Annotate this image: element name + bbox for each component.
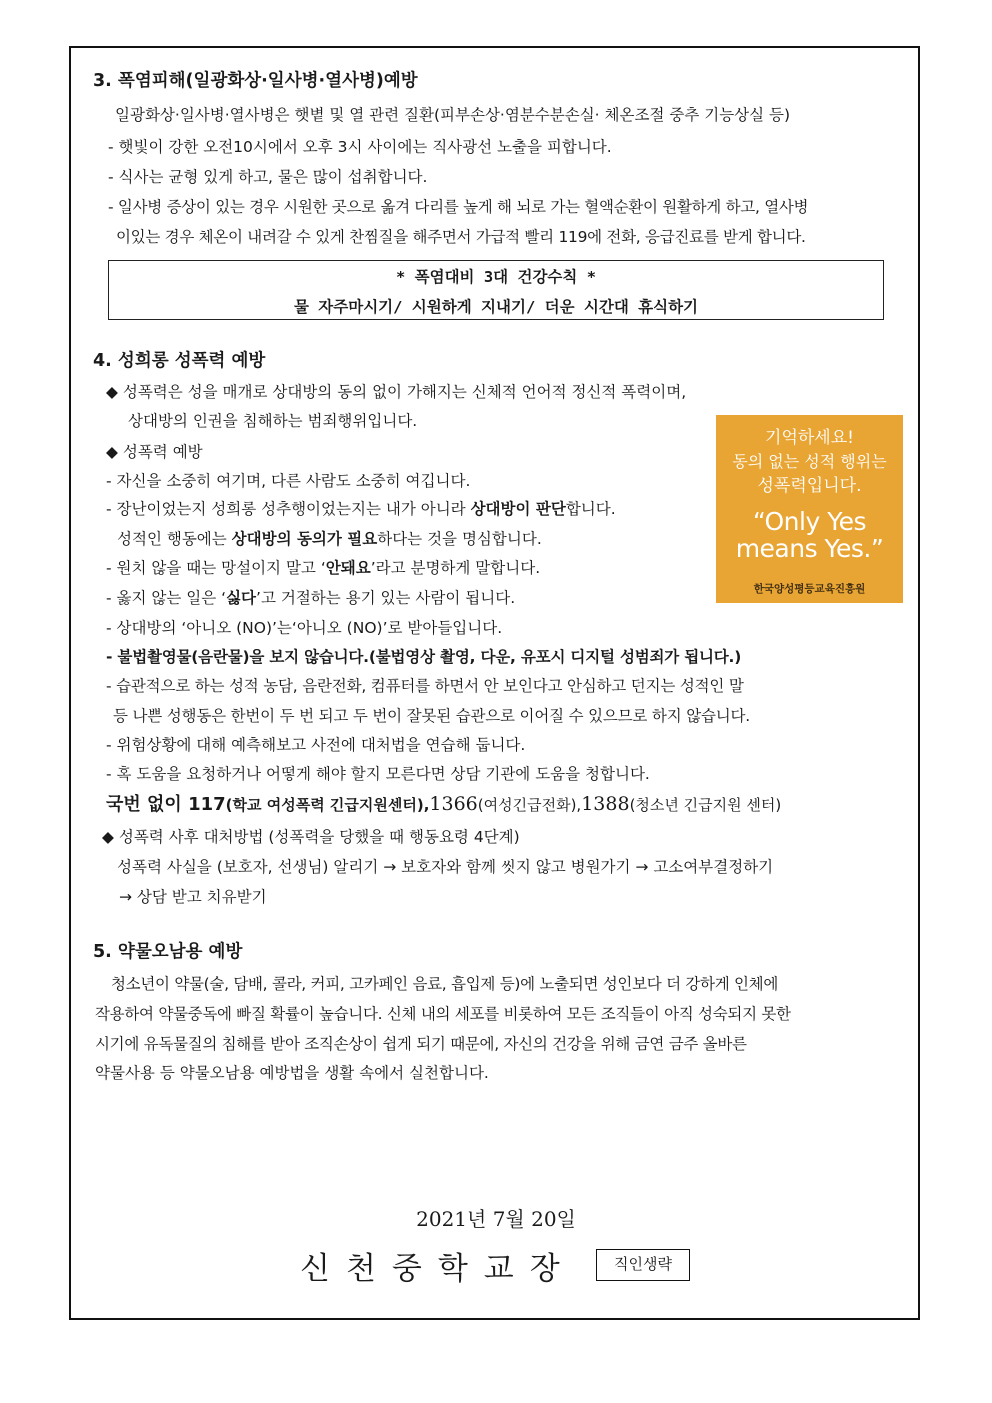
definition-line: ◆ 성폭력은 성을 매개로 상대방의 동의 없이 가해지는 신체적 언어적 정신적 폭력이며, xyxy=(106,383,687,401)
prevention-item: - 혹 도움을 요청하거나 어떻게 해야 할지 모른다면 상담 기관에 도움을 청합니다. xyxy=(106,765,650,783)
section-3-item: - 일사병 증상이 있는 경우 시원한 곳으로 옮겨 다리를 높게 해 뇌로 가는 혈액순환이 원활하게 하고, 열사병 xyxy=(108,198,809,216)
prevention-item: 성적인 행동에는 상대방의 동의가 필요하다는 것을 명심합니다. xyxy=(117,530,542,548)
prevention-item: - 습관적으로 하는 성적 농담, 음란전화, 컴퓨터를 하면서 안 보인다고 안심하고 던지는 성적인 말 xyxy=(106,677,744,695)
prevention-item: - 원치 않을 때는 망설이지 말고 ‘안돼요’라고 분명하게 말합니다. xyxy=(106,559,541,577)
section-5-line: 시기에 유독물질의 침해를 받아 조직손상이 쉽게 되기 때문에, 자신의 건강을 위해 금연 금주 올바른 xyxy=(95,1035,747,1053)
prevention-title: ◆ 성폭력 예방 xyxy=(106,443,203,461)
poster-org: 한국양성평등교육진흥원 xyxy=(753,583,866,595)
section-5-line: 약물사용 등 약물오남용 예방법을 생활 속에서 실천합니다. xyxy=(95,1064,489,1082)
prevention-item: - 위험상황에 대해 예측해보고 사전에 대처법을 연습해 둡니다. xyxy=(106,736,526,754)
section-5-line: 청소년이 약물(술, 담배, 콜라, 커피, 고카페인 음료, 흡입제 등)에 노출되면 성인보다 더 강하게 인체에 xyxy=(111,975,779,993)
section-4-heading: 4. 성희롱 성폭력 예방 xyxy=(93,351,266,371)
prevention-item: - 옳지 않는 일은 ‘싫다’고 거절하는 용기 있는 사람이 됩니다. xyxy=(106,589,516,607)
section-3-item: - 햇빛이 강한 오전10시에서 오후 3시 사이에는 직사광선 노출을 피합니다. xyxy=(108,138,612,156)
section-3-intro: 일광화상·일사병·열사병은 햇볕 및 열 관련 질환(피부손상·염분수분손실· 체온조절 중추 기능상실 등) xyxy=(115,106,791,124)
definition-line: 상대방의 인권을 침해하는 범죄행위입니다. xyxy=(128,412,418,430)
section-5-line: 작용하여 약물중독에 빠질 확률이 높습니다. 신체 내의 세포를 비롯하여 모든 조직들이 아직 성숙되지 못한 xyxy=(95,1005,791,1023)
poster-slogan: “Only Yes xyxy=(752,507,867,536)
section-3-item: 이있는 경우 체온이 내려갈 수 있게 찬찜질을 해주면서 가급적 빨리 119에 전화, 응급진료를 받게 합니다. xyxy=(116,228,806,246)
prevention-item: - 장난이었는지 성희롱 성추행이었는지는 내가 아니라 상대방이 판단합니다. xyxy=(106,500,616,518)
consent-campaign-poster xyxy=(716,415,903,603)
poster-line: 성폭력입니다. xyxy=(757,476,862,496)
prevention-item-bold: - 불법촬영물(음란물)을 보지 않습니다.(불법영상 촬영, 다운, 유포시 디지털 성범죄가 됩니다.) xyxy=(106,648,742,666)
prevention-item: - 자신을 소중히 여기며, 다른 사람도 소중히 여깁니다. xyxy=(106,472,471,490)
section-3-heading: 3. 폭염피해(일광화상·일사병·열사병)예방 xyxy=(93,71,418,91)
document-date: 2021년 7월 20일 xyxy=(416,1207,576,1231)
poster-line: 기억하세요! xyxy=(765,428,854,448)
aftercare-steps: 성폭력 사실을 (보호자, 선생님) 알리기 → 보호자와 함께 씻지 않고 병원가기 → 고소여부결정하기 xyxy=(117,858,774,876)
seal-omitted-box: 직인생략 xyxy=(596,1249,690,1281)
heat-rules-box xyxy=(108,260,884,320)
section-5-heading: 5. 약물오남용 예방 xyxy=(93,942,243,962)
heat-rules-title: * 폭염대비 3대 건강수칙 * xyxy=(395,268,597,286)
section-3-item: - 식사는 균형 있게 하고, 물은 많이 섭취합니다. xyxy=(108,168,428,186)
principal-signature: 신천중학교장 xyxy=(300,1251,576,1287)
prevention-item: - 상대방의 ‘아니오 (NO)’는‘아니오 (NO)’로 받아들입니다. xyxy=(106,619,503,637)
poster-line: 동의 없는 성적 행위는 xyxy=(732,452,887,471)
prevention-item: 등 나쁜 성행동은 한번이 두 번 되고 두 번이 잘못된 습관으로 이어질 수 있으므로 하지 않습니다. xyxy=(113,707,751,725)
aftercare-title: ◆ 성폭력 사후 대처방법 (성폭력을 당했을 때 행동요령 4단계) xyxy=(102,828,520,846)
hotline-line: 국번 없이 117(학교 여성폭력 긴급지원센터),1366(여성긴급전화),1388(청소년 긴급지원 센터) xyxy=(106,793,782,815)
poster-slogan: means Yes.” xyxy=(735,534,884,563)
heat-rules-text: 물 자주마시기/ 시원하게 지내기/ 더운 시간대 휴식하기 xyxy=(293,298,699,316)
aftercare-steps: → 상담 받고 치유받기 xyxy=(119,888,267,906)
